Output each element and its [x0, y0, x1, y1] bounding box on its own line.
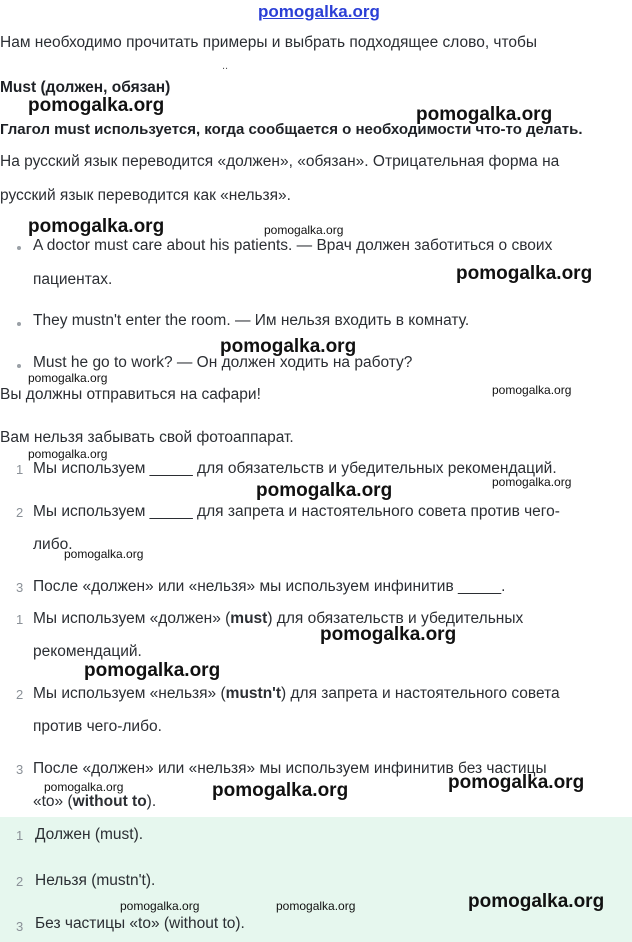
- watermark: pomogalka.org: [468, 891, 605, 912]
- heading-must: Must (должен, обязан): [0, 79, 171, 96]
- watermark: pomogalka.org: [64, 547, 144, 561]
- bullet: [17, 246, 21, 250]
- explanation-3-line-2: «to» (without to).: [33, 793, 157, 810]
- watermark: pomogalka.org: [220, 336, 357, 357]
- example-3: Must he go to work? — Он должен ходить на работу?: [33, 354, 413, 371]
- watermark: pomogalka.org: [28, 216, 165, 237]
- task-3: После «должен» или «нельзя» мы используем инфинитив _____.: [33, 578, 506, 595]
- translation-line-1: На русский язык переводится «должен», «обязан». Отрицательная форма на: [0, 153, 560, 170]
- rule-text: Глагол must используется, когда сообщается о необходимости что-то делать.: [0, 121, 583, 138]
- explanation-number-3: 3: [16, 762, 24, 777]
- answer-number-1: 1: [16, 828, 24, 843]
- answer-3: Без частицы «to» (without to).: [35, 915, 245, 932]
- watermark: pomogalka.org: [256, 480, 393, 501]
- watermark: pomogalka.org: [264, 223, 344, 237]
- task-number-1: 1: [16, 462, 24, 477]
- sentence-2: Вам нельзя забывать свой фотоаппарат.: [0, 429, 294, 446]
- task-2-line-2: либо.: [33, 536, 73, 553]
- watermark: pomogalka.org: [320, 624, 457, 645]
- watermark: pomogalka.org: [212, 780, 349, 801]
- example-1-line-2: пациентах.: [33, 271, 113, 288]
- task-1: Мы используем _____ для обязательств и убедительных рекомендаций.: [33, 460, 557, 477]
- task-number-3: 3: [16, 580, 24, 595]
- watermark: pomogalka.org: [276, 899, 356, 913]
- bullet: [17, 322, 21, 326]
- watermark: pomogalka.org: [28, 371, 108, 385]
- explanation-2-line-1: Мы используем «нельзя» (mustn't) для запрета и настоятельного совета: [33, 685, 560, 702]
- answer-2: Нельзя (mustn't).: [35, 872, 156, 889]
- explanation-1-line-1: Мы используем «должен» (must) для обязательств и убедительных: [33, 610, 524, 627]
- ellipsis: ..: [222, 60, 229, 72]
- explanation-1-line-2: рекомендаций.: [33, 643, 142, 660]
- watermark: pomogalka.org: [456, 263, 593, 284]
- intro-text: Нам необходимо прочитать примеры и выбрать подходящее слово, чтобы: [0, 34, 538, 51]
- task-2-line-1: Мы используем _____ для запрета и настоятельного совета против чего-: [33, 503, 560, 520]
- watermark: pomogalka.org: [84, 660, 221, 681]
- task-number-2: 2: [16, 505, 24, 520]
- answer-number-3: 3: [16, 919, 24, 934]
- bullet: [17, 364, 21, 368]
- watermark: pomogalka.org: [120, 899, 200, 913]
- answer-number-2: 2: [16, 874, 24, 889]
- example-2: They mustn't enter the room. — Им нельзя входить в комнату.: [33, 312, 470, 329]
- explanation-number-2: 2: [16, 687, 24, 702]
- watermark: pomogalka.org: [492, 383, 572, 397]
- watermark: pomogalka.org: [44, 780, 124, 794]
- watermark-top-link[interactable]: pomogalka.org: [258, 2, 380, 21]
- explanation-2-line-2: против чего-либо.: [33, 718, 162, 735]
- example-1-line-1: A doctor must care about his patients. — Врач должен заботиться о своих: [33, 237, 553, 254]
- watermark: pomogalka.org: [416, 104, 553, 125]
- translation-line-2: русский язык переводится как «нельзя».: [0, 187, 291, 204]
- sentence-1: Вы должны отправиться на сафари!: [0, 386, 261, 403]
- explanation-3-line-1: После «должен» или «нельзя» мы используем инфинитив без частицы: [33, 760, 547, 777]
- watermark: pomogalka.org: [28, 95, 165, 116]
- answer-1: Должен (must).: [35, 826, 144, 843]
- watermark: pomogalka.org: [492, 475, 572, 489]
- explanation-number-1: 1: [16, 612, 24, 627]
- watermark: pomogalka.org: [448, 772, 585, 793]
- watermark: pomogalka.org: [28, 447, 108, 461]
